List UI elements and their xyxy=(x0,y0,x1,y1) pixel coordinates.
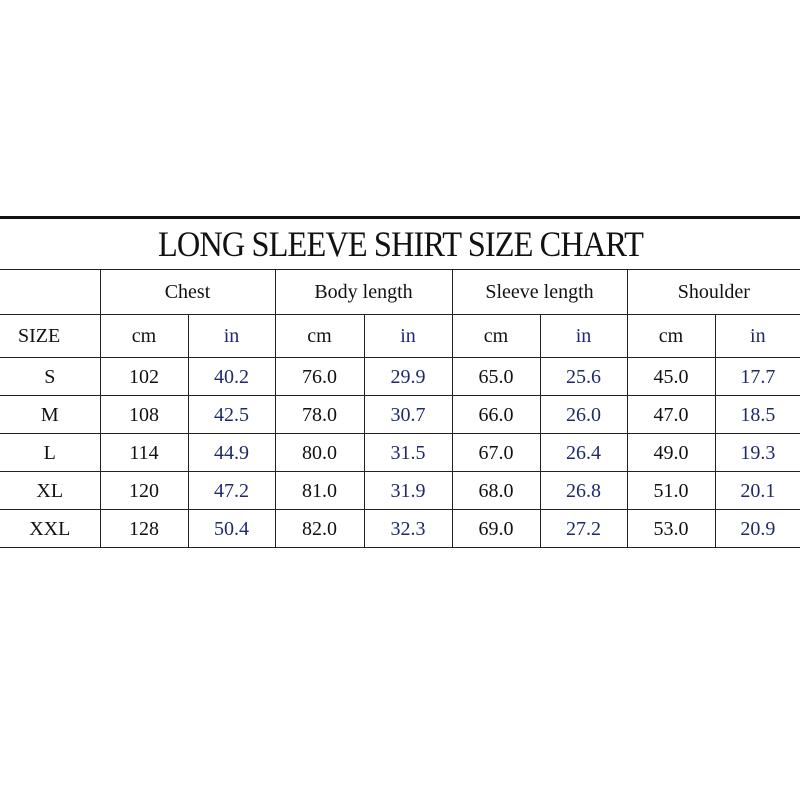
sleeve-length-in-cell: 26.8 xyxy=(540,472,627,510)
table-row xyxy=(0,396,800,434)
shoulder-cm-cell: 53.0 xyxy=(627,510,715,548)
shoulder-in-cell: 20.1 xyxy=(715,472,800,510)
body-length-in-cell: 31.5 xyxy=(364,434,452,472)
chest-in-cell: 47.2 xyxy=(188,472,275,510)
table-row xyxy=(0,434,800,472)
shoulder-in-cell: 20.9 xyxy=(715,510,800,548)
table-row xyxy=(0,510,800,548)
chart-title-text: LONG SLEEVE SHIRT SIZE CHART xyxy=(157,224,643,264)
size-cell: L xyxy=(0,434,100,472)
unit-cm: cm xyxy=(627,315,715,358)
sleeve-length-in-cell: 26.0 xyxy=(540,396,627,434)
sleeve-length-in-cell: 27.2 xyxy=(540,510,627,548)
sleeve-length-cm-cell: 65.0 xyxy=(452,358,540,396)
table-row xyxy=(0,472,800,510)
size-column-header: SIZE xyxy=(0,315,100,358)
group-header-row xyxy=(0,270,800,315)
shoulder-cm-cell: 47.0 xyxy=(627,396,715,434)
unit-cm: cm xyxy=(100,315,188,358)
chest-cm-cell: 120 xyxy=(100,472,188,510)
unit-in: in xyxy=(188,315,275,358)
chart-title xyxy=(0,218,800,270)
group-header-sleeve-length: Sleeve length xyxy=(452,270,627,315)
unit-in: in xyxy=(715,315,800,358)
shoulder-in-cell: 17.7 xyxy=(715,358,800,396)
chest-in-cell: 50.4 xyxy=(188,510,275,548)
sleeve-length-cm-cell: 66.0 xyxy=(452,396,540,434)
body-length-cm-cell: 80.0 xyxy=(275,434,364,472)
shoulder-cm-cell: 49.0 xyxy=(627,434,715,472)
sleeve-length-in-cell: 25.6 xyxy=(540,358,627,396)
unit-header-row xyxy=(0,315,800,358)
blank-header-cell xyxy=(0,270,100,315)
title-row xyxy=(0,218,800,270)
chest-cm-cell: 128 xyxy=(100,510,188,548)
group-header-chest: Chest xyxy=(100,270,275,315)
shoulder-cm-cell: 45.0 xyxy=(627,358,715,396)
size-cell: M xyxy=(0,396,100,434)
body-length-in-cell: 29.9 xyxy=(364,358,452,396)
sleeve-length-cm-cell: 68.0 xyxy=(452,472,540,510)
body-length-in-cell: 30.7 xyxy=(364,396,452,434)
size-chart-table xyxy=(0,216,800,548)
size-cell: XXL xyxy=(0,510,100,548)
shoulder-in-cell: 19.3 xyxy=(715,434,800,472)
unit-in: in xyxy=(364,315,452,358)
group-header-body-length: Body length xyxy=(275,270,452,315)
chest-in-cell: 44.9 xyxy=(188,434,275,472)
shoulder-in-cell: 18.5 xyxy=(715,396,800,434)
sleeve-length-in-cell: 26.4 xyxy=(540,434,627,472)
body-length-cm-cell: 76.0 xyxy=(275,358,364,396)
chest-cm-cell: 114 xyxy=(100,434,188,472)
chest-cm-cell: 108 xyxy=(100,396,188,434)
body-length-in-cell: 31.9 xyxy=(364,472,452,510)
size-cell: S xyxy=(0,358,100,396)
chest-in-cell: 42.5 xyxy=(188,396,275,434)
table-row xyxy=(0,358,800,396)
size-cell: XL xyxy=(0,472,100,510)
unit-cm: cm xyxy=(452,315,540,358)
group-header-shoulder: Shoulder xyxy=(627,270,800,315)
body-length-cm-cell: 81.0 xyxy=(275,472,364,510)
sleeve-length-cm-cell: 67.0 xyxy=(452,434,540,472)
body-length-cm-cell: 78.0 xyxy=(275,396,364,434)
body-length-in-cell: 32.3 xyxy=(364,510,452,548)
unit-in: in xyxy=(540,315,627,358)
body-length-cm-cell: 82.0 xyxy=(275,510,364,548)
chest-cm-cell: 102 xyxy=(100,358,188,396)
sleeve-length-cm-cell: 69.0 xyxy=(452,510,540,548)
chest-in-cell: 40.2 xyxy=(188,358,275,396)
unit-cm: cm xyxy=(275,315,364,358)
shoulder-cm-cell: 51.0 xyxy=(627,472,715,510)
